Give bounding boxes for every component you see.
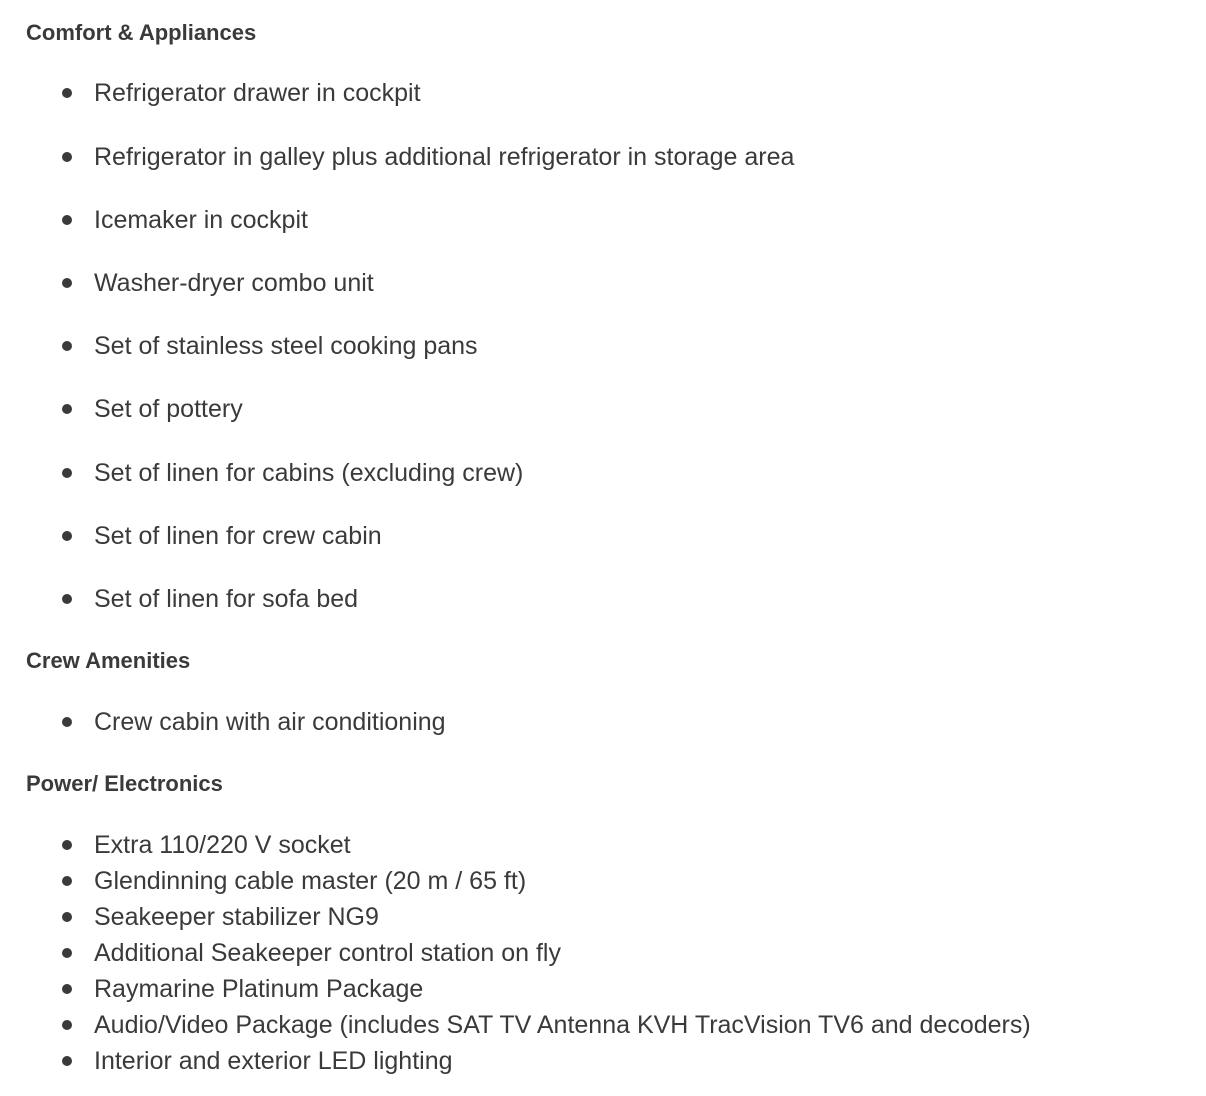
bullet-icon bbox=[62, 717, 72, 727]
list-item-label: Set of linen for cabins (excluding crew) bbox=[94, 459, 524, 487]
bullet-icon bbox=[62, 152, 72, 162]
list-item-label: Refrigerator drawer in cockpit bbox=[94, 79, 421, 107]
section-heading-comfort-appliances: Comfort & Appliances bbox=[26, 20, 257, 45]
list-item-label: Set of stainless steel cooking pans bbox=[94, 332, 478, 360]
bullet-icon bbox=[62, 984, 72, 994]
bullet-icon bbox=[62, 948, 72, 958]
list-item-label: Raymarine Platinum Package bbox=[94, 975, 424, 1003]
section-heading-crew-amenities: Crew Amenities bbox=[26, 648, 191, 673]
list-item-label: Set of linen for sofa bed bbox=[94, 585, 359, 613]
bullet-icon bbox=[62, 1020, 72, 1030]
bullet-icon bbox=[62, 1056, 72, 1066]
bullet-icon bbox=[62, 88, 72, 98]
list-item-label: Glendinning cable master (20 m / 65 ft) bbox=[94, 867, 527, 895]
list-item-label: Set of pottery bbox=[94, 395, 243, 423]
list-item-label: Refrigerator in galley plus additional refrigerator in storage area bbox=[94, 143, 795, 171]
section-heading-power-electronics: Power/ Electronics bbox=[26, 771, 223, 796]
bullet-icon bbox=[62, 594, 72, 604]
list-item-label: Crew cabin with air conditioning bbox=[94, 708, 446, 736]
list-item-label: Icemaker in cockpit bbox=[94, 206, 308, 234]
list-item-label: Audio/Video Package (includes SAT TV Antenna KVH TracVision TV6 and decoders) bbox=[94, 1011, 1031, 1039]
bullet-icon bbox=[62, 840, 72, 850]
list-item-label: Interior and exterior LED lighting bbox=[94, 1047, 453, 1075]
list-item-label: Set of linen for crew cabin bbox=[94, 522, 382, 550]
list-item-label: Washer-dryer combo unit bbox=[94, 269, 374, 297]
bullet-icon bbox=[62, 876, 72, 886]
bullet-icon bbox=[62, 468, 72, 478]
bullet-icon bbox=[62, 912, 72, 922]
bullet-icon bbox=[62, 531, 72, 541]
bullet-icon bbox=[62, 278, 72, 288]
bullet-icon bbox=[62, 215, 72, 225]
list-item-label: Extra 110/220 V socket bbox=[94, 831, 351, 859]
bullet-icon bbox=[62, 341, 72, 351]
list-item-label: Seakeeper stabilizer NG9 bbox=[94, 903, 379, 931]
bullet-icon bbox=[62, 404, 72, 414]
list-item-label: Additional Seakeeper control station on fly bbox=[94, 939, 561, 967]
